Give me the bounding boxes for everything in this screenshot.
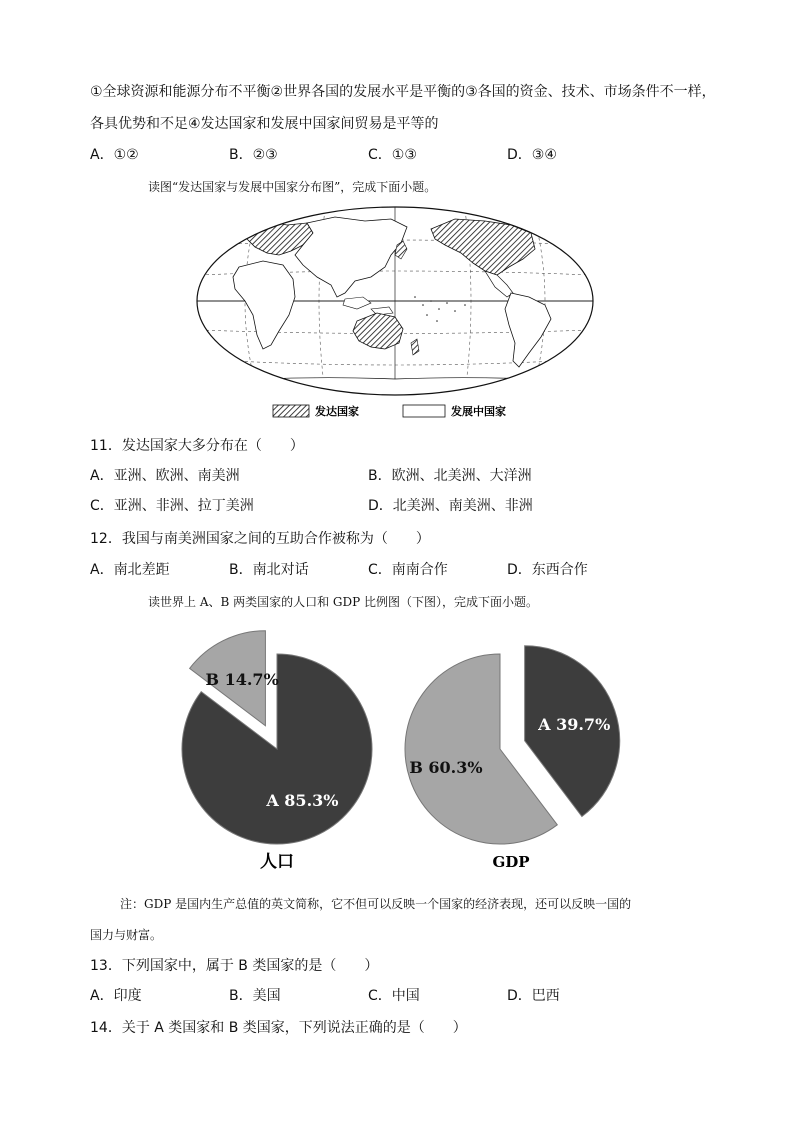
q12-option-a: A．南北差距 (90, 562, 170, 578)
q12-stem: 12．我国与南美洲国家之间的互助合作被称为（ ） (90, 531, 430, 547)
population-label-a: A 85.3% (266, 791, 339, 811)
q10-stem-line2: 各具优势和不足④发达国家和发展中国家间贸易是平等的 (90, 116, 439, 132)
q10-option-a: A．①② (90, 147, 139, 163)
gdp-note-line2: 国力与财富。 (90, 928, 163, 942)
population-pie-title: 人口 (260, 852, 294, 872)
gdp-label-b: B 60.3% (409, 758, 483, 778)
q13-option-a: A．印度 (90, 988, 142, 1004)
q14-stem: 14．关于 A 类国家和 B 类国家，下列说法正确的是（ ） (90, 1020, 467, 1036)
q12-option-d: D．东西合作 (507, 562, 588, 578)
population-label-b: B 14.7% (205, 669, 279, 689)
gdp-pie (405, 646, 620, 844)
legend-developing-swatch (403, 405, 445, 417)
q10-stem-line1: ①全球资源和能源分布不平衡②世界各国的发展水平是平衡的③各国的资金、技术、市场条件不一样， (90, 84, 716, 100)
gdp-note-line1: 注：GDP 是国内生产总值的英文简称，它不但可以反映一个国家的经济表现，还可以反映一国的 (120, 897, 632, 911)
map-legend (273, 404, 506, 418)
legend-developed-label: 发达国家 (315, 405, 359, 418)
pie-charts (170, 625, 630, 875)
q12-option-c: C．南南合作 (368, 562, 448, 578)
gdp-pie-title: GDP (492, 853, 530, 871)
antarctica-region (195, 378, 605, 405)
q10-option-b: B．②③ (229, 147, 278, 163)
q11-option-b: B．欧洲、北美洲、大洋洲 (368, 468, 532, 484)
world-map (195, 205, 605, 420)
q11-option-c: C．亚洲、非洲、拉丁美洲 (90, 498, 254, 514)
q11-option-a: A．亚洲、欧洲、南美洲 (90, 468, 240, 484)
population-pie (182, 631, 372, 844)
pie-intro: 读世界上 A、B 两类国家的人口和 GDP 比例图（下图），完成下面小题。 (148, 595, 539, 609)
q13-stem: 13．下列国家中，属于 B 类国家的是（ ） (90, 958, 379, 974)
legend-developing-label: 发展中国家 (451, 405, 506, 418)
map-intro: 读图“发达国家与发展中国家分布图”，完成下面小题。 (148, 180, 437, 194)
gdp-label-a: A 39.7% (538, 715, 611, 735)
q11-option-d: D．北美洲、南美洲、非洲 (368, 498, 533, 514)
q12-option-b: B．南北对话 (229, 562, 309, 578)
q13-option-c: C．中国 (368, 988, 420, 1004)
legend-developed-swatch (273, 405, 309, 417)
q13-option-d: D．巴西 (507, 988, 560, 1004)
q11-stem: 11．发达国家大多分布在（ ） (90, 438, 304, 454)
map-body (195, 205, 605, 405)
q13-option-b: B．美国 (229, 988, 281, 1004)
q10-option-c: C．①③ (368, 147, 417, 163)
q10-option-d: D．③④ (507, 147, 557, 163)
